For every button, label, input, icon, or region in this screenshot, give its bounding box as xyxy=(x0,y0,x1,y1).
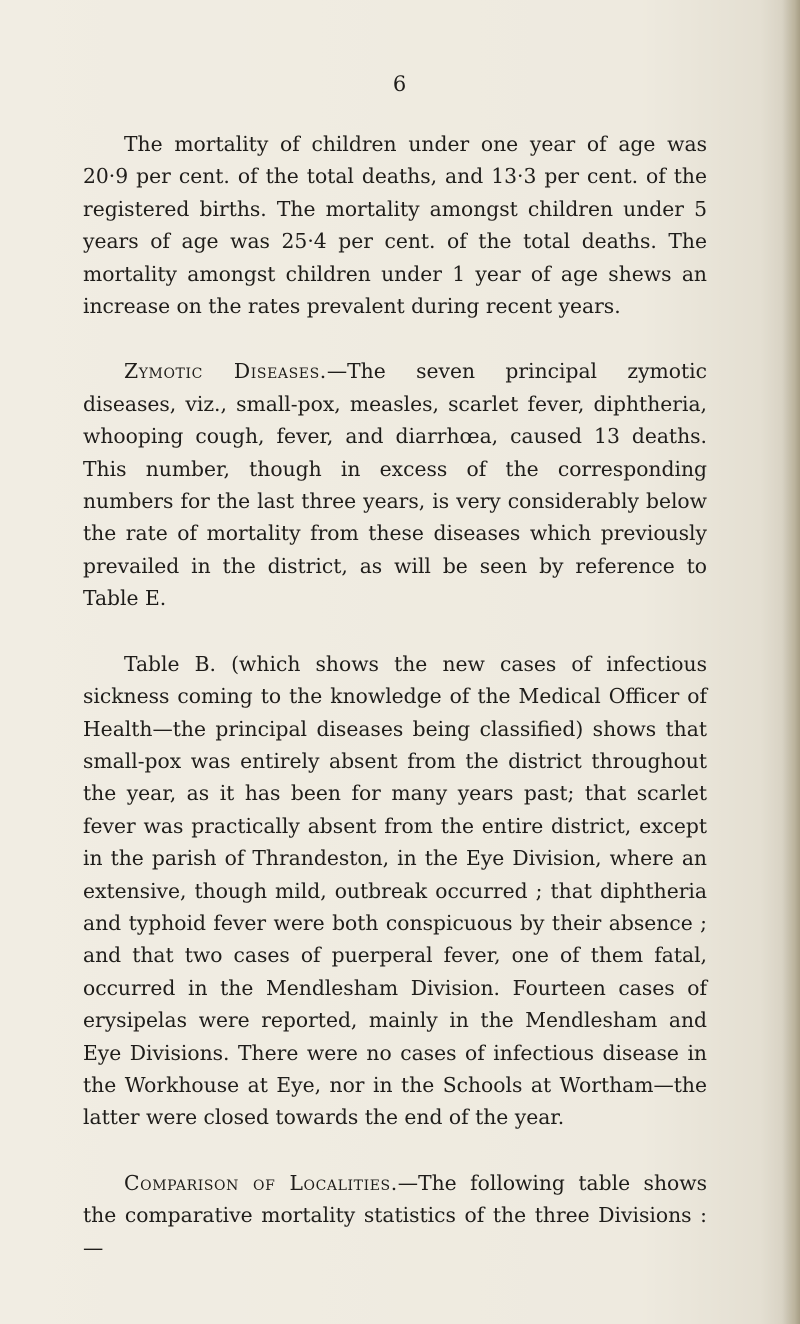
section-heading-comparison-of-localities: Comparison of Localities. xyxy=(124,1170,398,1195)
paragraph-text: The mortality of children under one year of age was 20·9 per cent. of the total deaths, and 13·3 per cent. of the registered births. The mortality amongst children under 5 years of age was 25·4 per cent. of the total deaths. The mortality amongst children under 1 year of age shews an increase on the rates prevalent during recent years. xyxy=(83,132,707,319)
paragraph-zymotic-diseases xyxy=(83,355,707,614)
paragraph-table-b xyxy=(83,648,707,1134)
paragraph-text: Table B. (which shows the new cases of infectious sickness coming to the knowledge of the Medical Officer of Health—the principal diseases being classified) shows that small-pox was entirely absent from the district throughout the year, as it has been for many years past; that scarlet fever was practically absent from the entire district, except in the parish of Thrandeston, in the Eye Division, where an extensive, though mild, outbreak occurred ; that diphtheria and typhoid fever were both conspicuous by their absence ; and that two cases of puerperal fever, one of them fatal, occurred in the Mendlesham Division. Fourteen cases of erysipelas were reported, mainly in the Mendlesham and Eye Divisions. There were no cases of infectious disease in the Workhouse at Eye, nor in the Schools at Wortham—the latter were closed towards the end of the year. xyxy=(83,651,707,1130)
paragraph-comparison-of-localities xyxy=(83,1167,707,1264)
body-text xyxy=(83,128,707,1264)
section-heading-zymotic-diseases: Zymotic Diseases. xyxy=(124,359,327,384)
page-edge-shadow xyxy=(782,0,800,1324)
paragraph-text: —The seven principal zymotic diseases, viz., small-pox, measles, scarlet fever, diphtheria, whooping cough, fever, and diarrhœa, caused 13 deaths. This number, though in excess of the corresponding numbers for the last three years, is very considerably below the rate of mortality from these diseases which previously prevailed in the district, as will be seen by reference to Table E. xyxy=(83,359,707,611)
paragraph-infant-mortality xyxy=(83,128,707,322)
paragraph-text: —The following table shows the comparative mortality statistics of the three Divisions :— xyxy=(83,1170,707,1260)
page-number: 6 xyxy=(392,72,408,96)
